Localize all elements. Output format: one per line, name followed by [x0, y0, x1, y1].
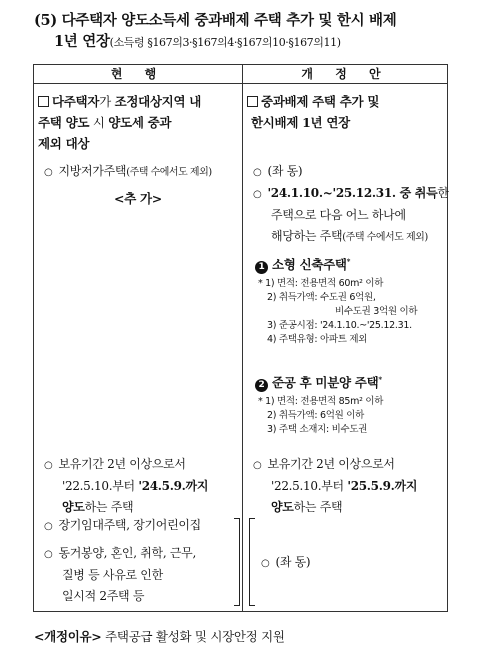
criteria-line: 3) 준공시점: '24.1.10.~'25.12.31. — [267, 320, 412, 331]
right-bracket — [234, 518, 240, 606]
circle-bullet-icon: ○ — [253, 460, 262, 471]
circle-bullet-icon: ○ — [44, 549, 53, 560]
circle-bullet-icon: ○ — [253, 189, 262, 200]
current-item-long-term-rental: ○ 장기임대주택, 장기어린이집 — [44, 518, 201, 532]
current-added-placeholder: <추 가> — [114, 191, 162, 206]
criteria-line: 비수도권 3억원 이하 — [335, 306, 418, 317]
reason-text: 주택공급 활성화 및 시장안정 지원 — [105, 629, 285, 644]
title-line2 — [34, 31, 464, 53]
circle-bullet-icon: ○ — [253, 167, 262, 178]
checkbox-square-icon — [247, 96, 258, 107]
small-new-house-criteria — [258, 277, 446, 347]
column-divider — [242, 65, 243, 611]
criteria-line: * 1) 면적: 전용면적 85m² 이하 — [258, 396, 384, 407]
criteria-line: 4) 주택유형: 아파트 제외 — [267, 334, 368, 345]
criteria-line: * 1) 면적: 전용면적 60m² 이하 — [258, 278, 384, 289]
number-2-circle-icon: 2 — [255, 379, 268, 392]
header-revised: 개 정 안 — [301, 67, 390, 81]
revised-same-1: ○ (좌 동) — [253, 164, 303, 178]
revised-section-heading: 중과배제 주택 추가 및 한시배제 1년 연장 — [247, 91, 445, 133]
circle-bullet-icon: ○ — [44, 167, 53, 178]
table-header — [34, 65, 447, 84]
current-item-temporary-two-houses: ○ 동거봉양, 혼인, 취학, 근무, 질병 등 사유로 인한 일시적 2주택 등 — [44, 546, 196, 603]
comparison-table — [33, 64, 448, 612]
revised-item-holding-period: ○ 보유기간 2년 이상으로서 '22.5.10.부터 '25.5.9.까지 양도하는 주택 — [253, 457, 418, 514]
current-item-local-cheap-house: ○ 지방저가주택(주택 수에서도 제외) — [44, 164, 212, 178]
title-legal-ref: (소득령 §167의3·§167의4·§167의10·§167의11) — [109, 36, 341, 49]
unsold-house-heading: 2 준공 후 미분양 주택* — [255, 369, 445, 393]
checkbox-square-icon — [38, 96, 49, 107]
section-title — [34, 10, 464, 53]
reason-label: <개정이유> — [34, 629, 102, 644]
criteria-line: 2) 취득가액: 수도권 6억원, — [267, 292, 376, 303]
title-line2-main: 1년 연장 — [54, 33, 110, 50]
criteria-line: 3) 주택 소재지: 비수도권 — [267, 424, 368, 435]
circle-bullet-icon: ○ — [44, 460, 53, 471]
circle-bullet-icon: ○ — [44, 521, 53, 532]
left-bracket — [249, 518, 255, 606]
criteria-line: 2) 취득가액: 6억원 이하 — [267, 410, 364, 421]
title-line1: (5) 다주택자 양도소득세 중과배제 주택 추가 및 한시 배제 — [34, 12, 397, 29]
circle-bullet-icon: ○ — [261, 558, 270, 569]
revised-same-2: ○ (좌 동) — [261, 555, 311, 569]
small-new-house-heading: 1 소형 신축주택* — [255, 251, 445, 275]
header-current: 현 행 — [110, 67, 166, 81]
revised-new-exclusion: ○ '24.1.10.~'25.12.31. 중 취득한 주택으로 다음 어느 하나에 해당하는 주택(주택 수에서도 제외) — [253, 186, 449, 243]
unsold-house-criteria — [258, 395, 446, 437]
current-item-holding-period: ○ 보유기간 2년 이상으로서 '22.5.10.부터 '24.5.9.까지 양도하는 주택 — [44, 457, 209, 514]
number-1-circle-icon: 1 — [255, 261, 268, 274]
current-section-heading: 다주택자가 조정대상지역 내 주택 양도 시 양도세 중과 제외 대상 — [38, 94, 202, 151]
amendment-reason — [34, 627, 285, 645]
